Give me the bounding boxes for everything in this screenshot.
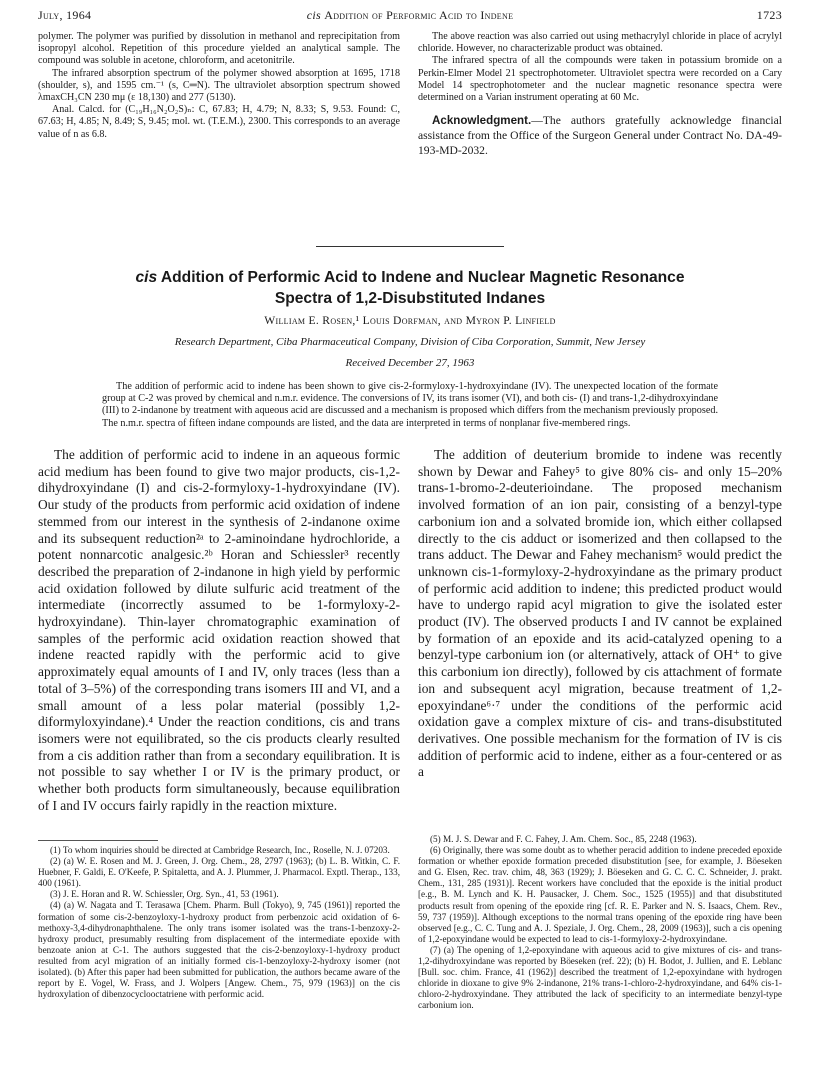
acknowledgment [418,114,782,158]
body-left-column [38,447,400,814]
running-header [38,8,782,26]
title-italic: cis [135,269,158,286]
article-authors: William E. Rosen,¹ Louis Dorfman, and Myron P. Linfield [264,314,556,327]
header-journal-title [38,8,782,23]
footnote: (2) (a) W. E. Rosen and M. J. Green, J. Org. Chem., 28, 2797 (1963); (b) L. B. Witkin, C. F. Huebner, F. Galdi, E. O'Keefe, P. Spitaletta, and A. J. Plummer, J. Pharmacol. Exptl. Therap., 133, 400 (1961). [38,856,400,889]
footnote: (7) (a) The opening of 1,2-epoxyindane with aqueous acid to give mixtures of cis- and trans-1,2-dihydroxyindane was reported by Böeseken (ref. 22); (b) H. Bodot, J. Jullien, and E. Leblanc [Bull. soc. chim. France, 41 (1962)] described the treatment of 1,2-epoxyindane with hydrogen chloride in dioxane to give 9% 2-indanone, 21% trans-1-chloro-2-hydroxyindane, and 64% cis-1-chloro-2-hydroxyindane. They attributed the lack of specificity to an intermediate benzyl-type carbonium ion. [418,944,782,1011]
header-journal-rest: Addition of Performic Acid to Indene [324,8,514,22]
footnotes-right [418,834,782,1012]
prev-paragraph: The infrared spectra of all the compounds were taken in potassium bromide on a Perkin-Elmer Model 21 spectrophotometer. Ultraviolet spectra were recorded on a Cary Model 14 spectrophotometer and the nuclear magnetic resonance spectra were determined on a Varian instrument operating at 60 Mc. [418,55,782,104]
footnote: (3) J. E. Horan and R. W. Schiessler, Org. Syn., 41, 53 (1961). [50,889,279,900]
acknowledgment-text: —The authors gratefully acknowledge financial assistance from the Office of the Surgeon General under Contract No. DA-49-193-MD-2032. [418,114,782,157]
footnote: (5) M. J. S. Dewar and F. C. Fahey, J. Am. Chem. Soc., 85, 2248 (1963). [430,834,697,844]
article-title [60,267,760,309]
previous-article-left-column [38,31,400,141]
header-page-number: 1723 [756,8,782,22]
footnotes-left [38,840,400,1000]
article-affiliation: Research Department, Ciba Pharmaceutical Company, Division of Ciba Corporation, Summit, New Jersey [174,336,646,348]
header-journal-italic: cis [306,8,321,22]
footnote: (4) (a) W. Nagata and T. Terasawa [Chem. Pharm. Bull (Tokyo), 9, 745 (1961)] reported the formation of some cis-2-benzoyloxy-1-hydroxy product from perbenzoic acid oxidation of 6-methoxy-3,4-dihydronaphthalene. The only trans isomer isolated was the trans-1-benzoxy-2-hydroxy product, presumably resulting from displacement of the intermediate epoxide with benzoate anion at C-1. The authors suggested that the cis-2-benzoyloxy-1-hydroxy product resulted from acyl migration of an initially formed cis-1-benzoyloxy-2-hydroxy isomer (not isolated). (b) After this paper had been submitted for publication, the authors became aware of the report by E. Vogel, W. Frass, and J. Wolpers [Angew. Chem., 75, 979 (1963)] on the cis hydroxylation of dibenzocyclooctatriene with performic acid. [38,900,400,1000]
acknowledgment-heading: Acknowledgment. [432,114,532,128]
title-line-1: Addition of Performic Acid to Indene and Nuclear Magnetic Resonance [157,269,685,286]
footnote-rule [38,840,158,841]
prev-paragraph: Anal. Calcd. for (C₁₉H₁₆N₂O₂S)ₙ: C, 67.83; H, 4.79; N, 8.33; S, 9.53. Found: C, 67.63; H, 4.85; N, 8.49; S, 9.45; mol. wt. (T.E.M.), 2300. This corresponds to an average value of n as 6.8. [38,104,400,140]
abstract: The addition of performic acid to indene has been shown to give cis-2-formyloxy-1-hydroxyindane (IV). The unexpected location of the formate group at C-2 was proved by chemical and n.m.r. evidence. The conversions of IV, its trans isomer (VI), and both cis- (I) and trans-1,2-dihydroxyindane (III) to 2-indanone by treatment with aqueous acid are discussed and a mechanism is proposed which differs from the mechanism previously proposed. The n.m.r. spectra of fifteen indane compounds are listed, and the data are interpreted in terms of nonplanar five-membered rings. [102,381,718,429]
title-line-2: Spectra of 1,2-Disubstituted Indanes [274,290,546,307]
header-date: July, 1964 [38,8,92,22]
prev-paragraph: polymer. The polymer was purified by dissolution in methanol and reprecipitation from isopropyl alcohol. Repetition of this procedure yielded an analytical sample. The compound was soluble in acetone, chloroform, and acetonitrile. [38,31,400,67]
body-right-column [418,447,782,781]
prev-paragraph: The above reaction was also carried out using methacrylyl chloride in place of acrylyl chloride. However, no characterizable product was obtained. [418,31,782,55]
previous-article-right-column [418,31,782,159]
body-paragraph: The addition of performic acid to indene in an aqueous formic acid medium has been found to give two major products, cis-1,2-dihydroxyindane (I) and cis-2-formyloxy-1-hydroxyindane (IV). Our study of the products from performic acid oxidation of indene stemmed from our interest in the synthesis of 2-indanone oxime and its subsequent reduction²ᵃ to 2-aminoindane hydrochloride, a potent nonnarcotic analgesic.²ᵇ Horan and Schiessler³ recently described the preparation of 2-indanone in high yield by performic acid oxidation followed by dilute sulfuric acid treatment of the intermediate (incorrectly assumed to be 1-formyloxy-2-hydroxyindane). Thin-layer chromatographic examination of samples of the performic acid oxidation reaction showed that indene reacted rapidly with the performic acid to give approximately equal amounts of I and IV, only traces (less than a total of 3–5%) of the corresponding trans isomers III and VI, and a small amount of a less polar material (possibly 1,2-diformyloxyindane).⁴ Under the reaction conditions, cis and trans isomers were not equilibrated, so the cis products clearly resulted from a cis addition rather than from a secondary equilibration. It is not possible to say whether I or IV is the primary product, or whether both products form simultaneously, because equilibration of I and IV occurs fairly rapidly in the reaction mixture. [38,447,400,813]
section-divider [316,246,504,247]
prev-paragraph: The infrared absorption spectrum of the polymer showed absorption at 1695, 1718 (shoulder, s), and 1595 cm.⁻¹ (s, C═N). The ultraviolet absorption spectrum showed λmaxCH₃CN 230 mμ (ε 18,130) and 277 (5130). [38,67,400,104]
footnote: (1) To whom inquiries should be directed at Cambridge Research, Inc., Roselle, N. J. 07203. [50,845,390,855]
body-paragraph: The addition of deuterium bromide to indene was recently shown by Dewar and Fahey⁵ to give 80% cis- and only 15–20% trans-1-bromo-2-deuterioindane. The proposed mechanism involved formation of an ion pair, consisting of a benzyl-type carbonium ion and a solvated bromide ion, which either collapsed directly to the cis adduct or isomerized and then collapsed to the trans adduct. The Dewar and Fahey mechanism⁵ would predict the unknown cis-1-formyloxy-2-hydroxyindane as the primary product of performic acid addition to indene; this predicted product would have to undergo rapid acyl migration to give the isolated ester product (IV). The observed products I and IV cannot be explained by formation of an epoxide and its acid-catalyzed opening to a benzyl-type carbonium ion (or alternatively, attack of OH⁺ to give this carbonium ion directly), followed by cis attachment of formate ion and subsequent acyl migration, because treatment of 1,2-epoxyindane⁶·⁷ under the conditions of the performic acid oxidation gave a complex mixture of cis- and trans-disubstituted derivatives. One possible mechanism for the formation of IV is cis addition of performic acid to indene, either as a four-centered or as a [418,447,782,780]
received-date: Received December 27, 1963 [345,357,475,369]
footnote: (6) Originally, there was some doubt as to whether peracid addition to indene preceded epoxide formation or whether epoxide formation preceded disubstitution [see, for example, J. Böeseken and G. Elsen, Rec. trav. chim, 48, 363 (1929); J. Böeseken and G. C. C. C. Schneider, J. prakt. Chem., 131, 285 (1931)]. Recent workers have concluded that the epoxide is the initial product [e.g., B. M. Lynch and K. H. Pausacker, J. Chem. Soc., 1525 (1955)] and that disubstituted products result from opening of the epoxide ring [cf. R. E. Parker and N. S. Isaacs, Chem. Rev., 59, 737 (1959)]. Although exceptions to the normal trans opening of the epoxide ring have been observed [e.g., C. C. Tung and A. J. Speziale, J. Org. Chem., 28, 2009 (1963)], such a cis opening of 1,2-epoxyindane would be expected to lead to cis-1-formyloxy-2-hydroxyindane. [418,845,782,944]
